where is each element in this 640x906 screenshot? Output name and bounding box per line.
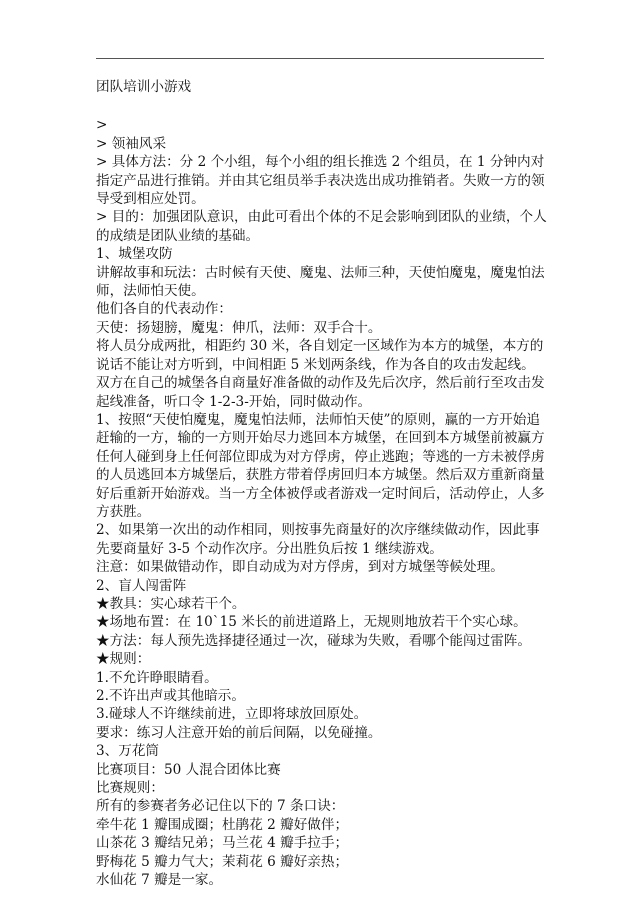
- document-line: > 具体方法：分 2 个小组，每个小组的组长推选 2 个组员，在 1 分钟内对指定产品进行推销。并由其它组员举手表决选出成功推销者。失败一方的领导受到相应处罚。: [96, 154, 545, 208]
- document-line: 野梅花 5 瓣力气大；茉莉花 6 瓣好亲热；: [96, 853, 349, 870]
- document-line: 天使：扬翅膀，魔鬼：伸爪，法师：双手合十。: [96, 319, 382, 336]
- document-line: 比赛项目：50 人混合团体比赛: [96, 761, 281, 778]
- document-line: 2.不许出声或其他暗示。: [96, 688, 245, 704]
- document-line: 讲解故事和玩法：古时候有天使、魔鬼、法师三种，天使怕魔鬼，魔鬼怕法师，法师怕天使。: [96, 264, 545, 300]
- document-line: ★场地布置：在 10`15 米长的前进道路上，无规则地放若干个实心球。: [96, 614, 527, 631]
- document-line: 3.碰球人不许继续前进，立即将球放回原处。: [96, 706, 368, 723]
- document-line: 1.不允许睁眼睛看。: [96, 669, 218, 686]
- document-line: 牵牛花 1 瓣围成圈；杜鹃花 2 瓣好做伴；: [96, 816, 349, 833]
- document-line: > 领袖风采: [96, 135, 167, 152]
- document-line: 1、按照“天使怕魔鬼，魔鬼怕法师，法师怕天使”的原则，赢的一方开始追赶输的一方，输的一方则开始尽力逃回本方城堡，在回到本方城堡前被赢方任何人碰到身上任何部位即成为对方俘虏，停止逃跑；等逃的一方未被俘虏的人员逃回本方城堡后，获胜方带着俘虏回归本方城堡。然后双方重新商量好后重新开始游戏。当一方全体被俘或者游戏一定时间后，活动停止，人多方获胜。: [96, 411, 545, 520]
- document-title: 团队培训小游戏: [96, 79, 192, 95]
- document-line: ★教具：实心球若干个。: [96, 595, 246, 612]
- document-line: 他们各自的代表动作：: [96, 301, 232, 318]
- document-line: 要求：练习人注意开始的前后间隔，以免碰撞。: [96, 724, 382, 741]
- document-line: 2、盲人闯雷阵: [96, 577, 187, 594]
- document-line: > 目的：加强团队意识，由此可看出个体的不足会影响到团队的业绩，个人的成绩是团队业绩的基础。: [96, 209, 547, 244]
- document-line: 水仙花 7 瓣是一家。: [96, 872, 223, 889]
- document-line: ★规则：: [96, 651, 151, 668]
- document-line: ★方法：每人预先选择捷径通过一次，碰球为失败，看哪个能闯过雷阵。: [96, 632, 531, 649]
- document-line: 双方在自己的城堡各自商量好准备做的动作及先后次序，然后前行至攻击发起线准备，听口令 1-2-3-开始，同时做动作。: [96, 375, 545, 410]
- document-line: 1、城堡攻防: [96, 246, 173, 263]
- document-line: 所有的参赛者务必记住以下的 7 条口诀：: [96, 798, 345, 815]
- document-line: 将人员分成两批，相距约 30 米，各自划定一区域作为本方的城堡，本方的说话不能让对方听到，中间相距 5 米划两条线，作为各自的攻击发起线。: [96, 338, 544, 373]
- header-rule: [96, 58, 544, 59]
- document-line: 比赛规则：: [96, 780, 164, 797]
- document-lines: [96, 116, 548, 889]
- document-line: >: [96, 117, 108, 134]
- document-line: 2、如果第一次出的动作相同，则按事先商量好的次序继续做动作，因此事先要商量好 3-5 个动作次序。分出胜负后按 1 继续游戏。: [96, 522, 540, 557]
- document-body: [96, 78, 548, 889]
- document-line: 3、万花筒: [96, 743, 160, 760]
- document-line: 注意：如果做错动作，即自动成为对方俘虏，到对方城堡等候处理。: [96, 559, 504, 576]
- document-line: 山茶花 3 瓣结兄弟；马兰花 4 瓣手拉手；: [96, 835, 349, 852]
